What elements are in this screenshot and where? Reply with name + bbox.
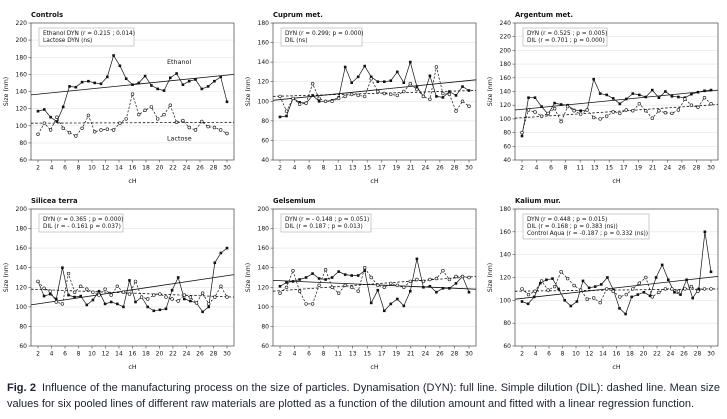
svg-text:DIL (ns): DIL (ns) (285, 38, 308, 44)
svg-text:200: 200 (15, 206, 27, 213)
svg-text:30: 30 (465, 350, 473, 358)
svg-text:8: 8 (560, 350, 565, 358)
svg-text:26: 26 (678, 164, 686, 172)
svg-text:80: 80 (19, 139, 27, 147)
svg-text:28: 28 (692, 164, 701, 172)
svg-text:21: 21 (406, 164, 415, 172)
svg-text:20: 20 (639, 350, 648, 358)
svg-text:15: 15 (363, 164, 372, 172)
svg-text:DIL (r = 0.701 ; p = 0.000): DIL (r = 0.701 ; p = 0.000) (527, 38, 605, 44)
svg-text:4: 4 (292, 164, 297, 172)
svg-text:4: 4 (49, 350, 54, 358)
svg-text:28: 28 (209, 164, 218, 172)
svg-text:6: 6 (549, 164, 554, 172)
svg-text:2: 2 (36, 164, 40, 172)
svg-text:120: 120 (499, 274, 511, 282)
svg-text:2: 2 (36, 350, 40, 358)
svg-text:6: 6 (307, 350, 312, 358)
svg-text:180: 180 (499, 206, 511, 213)
svg-text:200: 200 (499, 47, 511, 55)
svg-text:180: 180 (257, 225, 269, 233)
svg-text:2: 2 (520, 164, 524, 172)
svg-text:4: 4 (533, 350, 538, 358)
svg-text:240: 240 (499, 20, 511, 27)
svg-text:8: 8 (76, 164, 81, 172)
svg-text:4: 4 (49, 164, 54, 172)
svg-text:DIL (r = 0.168 ; p = 0.383 (ns: DIL (r = 0.168 ; p = 0.383 (ns)) (527, 224, 618, 230)
svg-text:30: 30 (465, 164, 473, 172)
svg-text:160: 160 (15, 71, 27, 79)
svg-text:60: 60 (261, 343, 269, 350)
svg-text:80: 80 (261, 117, 269, 125)
svg-text:11: 11 (334, 350, 343, 358)
svg-text:6: 6 (307, 164, 312, 172)
svg-text:cH: cH (370, 364, 379, 371)
svg-text:18: 18 (626, 350, 634, 358)
svg-text:100: 100 (499, 297, 511, 305)
svg-text:30: 30 (223, 350, 231, 358)
svg-text:60: 60 (261, 137, 269, 145)
svg-text:18: 18 (142, 350, 150, 358)
svg-text:Ethanol: Ethanol (167, 58, 192, 67)
svg-text:8: 8 (563, 164, 568, 172)
svg-text:13: 13 (348, 164, 357, 172)
svg-text:160: 160 (499, 74, 511, 82)
svg-text:cH: cH (128, 364, 137, 371)
chart-panel-gelsemium (243, 194, 485, 375)
svg-text:140: 140 (257, 264, 269, 272)
svg-text:Argentum met.: Argentum met. (515, 11, 573, 19)
svg-text:21: 21 (406, 350, 415, 358)
svg-text:19: 19 (634, 164, 643, 172)
svg-text:12: 12 (585, 350, 594, 358)
svg-text:100: 100 (257, 303, 269, 311)
svg-text:Size (nm): Size (nm) (245, 262, 252, 293)
svg-text:200: 200 (257, 206, 269, 213)
svg-text:2: 2 (520, 350, 524, 358)
svg-text:DIL (r = - 0.161 p = 0.037): DIL (r = - 0.161 p = 0.037) (43, 224, 121, 230)
svg-text:140: 140 (499, 251, 511, 259)
svg-text:13: 13 (348, 350, 357, 358)
svg-text:6: 6 (63, 164, 67, 172)
svg-text:17: 17 (619, 164, 628, 172)
svg-text:100: 100 (499, 115, 511, 123)
figure-caption-label: Fig. 2 (7, 382, 36, 394)
svg-text:Gelsemium: Gelsemium (273, 197, 316, 205)
svg-text:8: 8 (76, 350, 81, 358)
svg-text:120: 120 (15, 284, 27, 292)
svg-text:8: 8 (321, 350, 326, 358)
svg-text:17: 17 (377, 164, 386, 172)
svg-text:18: 18 (142, 164, 150, 172)
svg-text:24: 24 (182, 164, 191, 172)
svg-text:Size (nm): Size (nm) (3, 262, 10, 293)
svg-text:28: 28 (693, 350, 702, 358)
svg-text:40: 40 (261, 157, 269, 164)
svg-text:22: 22 (653, 350, 661, 358)
svg-text:21: 21 (648, 164, 657, 172)
svg-text:180: 180 (15, 225, 27, 233)
svg-text:26: 26 (436, 164, 444, 172)
svg-text:100: 100 (257, 98, 269, 106)
svg-text:220: 220 (499, 33, 511, 41)
svg-text:22: 22 (169, 350, 177, 358)
svg-text:14: 14 (115, 350, 123, 358)
svg-text:120: 120 (15, 105, 27, 113)
svg-text:17: 17 (377, 350, 386, 358)
svg-text:10: 10 (88, 164, 96, 172)
chart-panel-controls (1, 8, 243, 189)
svg-text:10: 10 (88, 350, 96, 358)
svg-text:16: 16 (612, 350, 621, 358)
svg-text:Size (nm): Size (nm) (3, 76, 10, 107)
svg-text:6: 6 (63, 350, 67, 358)
svg-text:80: 80 (261, 323, 269, 331)
svg-text:11: 11 (334, 164, 343, 172)
svg-text:DYN (r = 0.448 ; p = 0.015): DYN (r = 0.448 ; p = 0.015) (527, 217, 608, 223)
svg-text:19: 19 (392, 350, 401, 358)
svg-text:13: 13 (590, 164, 599, 172)
svg-text:11: 11 (576, 164, 585, 172)
chart-panel-kalium-mur (485, 194, 727, 375)
svg-text:cH: cH (128, 178, 137, 185)
svg-text:cH: cH (370, 178, 379, 185)
svg-text:Controls: Controls (31, 11, 64, 19)
svg-text:Lactose: Lactose (167, 134, 192, 143)
svg-text:19: 19 (392, 164, 401, 172)
svg-text:DYN (r = - 0.148 ; p = 0.051): DYN (r = - 0.148 ; p = 0.051) (285, 217, 370, 223)
svg-text:24: 24 (666, 350, 675, 358)
svg-text:28: 28 (209, 350, 218, 358)
svg-text:120: 120 (499, 102, 511, 110)
svg-text:26: 26 (680, 350, 688, 358)
svg-text:60: 60 (503, 143, 511, 151)
svg-text:DYN (r = 0.365 ; p = 0.000): DYN (r = 0.365 ; p = 0.000) (43, 217, 124, 223)
svg-text:24: 24 (182, 350, 191, 358)
svg-text:16: 16 (128, 164, 137, 172)
svg-text:15: 15 (363, 350, 372, 358)
svg-text:80: 80 (503, 320, 511, 328)
svg-text:140: 140 (499, 88, 511, 96)
svg-text:8: 8 (321, 164, 326, 172)
svg-text:16: 16 (128, 350, 137, 358)
svg-text:180: 180 (499, 61, 511, 69)
svg-text:15: 15 (605, 164, 614, 172)
chart-panel-cuprum-met (243, 8, 485, 189)
svg-text:160: 160 (257, 245, 269, 253)
svg-text:120: 120 (257, 284, 269, 292)
figure-caption-text: Influence of the manufacturing process on the size of particles. Dynamisation (DYN): full line. Simple dilution (DIL): dashed line. Mean size values for six pooled lines of different raw materials are plotted as a function of the dilution amount and fitted with a linear regression function. (7, 382, 720, 410)
svg-text:220: 220 (15, 20, 27, 27)
svg-text:140: 140 (15, 88, 27, 96)
svg-text:140: 140 (15, 264, 27, 272)
svg-text:cH: cH (612, 364, 621, 371)
svg-text:Size (nm): Size (nm) (487, 76, 494, 107)
figure-caption (7, 381, 720, 412)
svg-text:Lactose DYN (ns): Lactose DYN (ns) (43, 38, 93, 44)
svg-text:14: 14 (599, 350, 607, 358)
svg-text:14: 14 (115, 164, 123, 172)
svg-text:Cuprum met.: Cuprum met. (273, 11, 323, 19)
svg-text:24: 24 (421, 164, 430, 172)
svg-text:30: 30 (223, 164, 231, 172)
svg-text:80: 80 (503, 129, 511, 137)
chart-grid (1, 8, 726, 375)
svg-text:26: 26 (196, 164, 204, 172)
svg-text:4: 4 (534, 164, 539, 172)
svg-text:30: 30 (707, 350, 715, 358)
svg-text:26: 26 (196, 350, 204, 358)
svg-text:26: 26 (436, 350, 444, 358)
svg-text:60: 60 (19, 343, 27, 350)
svg-text:20: 20 (155, 350, 164, 358)
svg-text:160: 160 (499, 228, 511, 236)
svg-text:160: 160 (257, 39, 269, 47)
svg-text:100: 100 (15, 303, 27, 311)
svg-text:100: 100 (15, 122, 27, 130)
svg-text:Kalium mur.: Kalium mur. (515, 197, 561, 205)
svg-text:4: 4 (292, 350, 297, 358)
svg-text:2: 2 (278, 350, 282, 358)
svg-text:12: 12 (101, 164, 110, 172)
chart-panel-silicea-terra (1, 194, 243, 375)
svg-text:Control Aqua (r = -0.187 ; p =: Control Aqua (r = -0.187 ; p = 0.332 (ns)) (527, 231, 649, 237)
svg-text:60: 60 (19, 157, 27, 164)
svg-text:Size (nm): Size (nm) (245, 76, 252, 107)
svg-text:DYN (r = 0.525 ; p = 0.005): DYN (r = 0.525 ; p = 0.005) (527, 31, 608, 37)
svg-text:2: 2 (278, 164, 282, 172)
svg-text:60: 60 (503, 343, 511, 350)
svg-text:24: 24 (421, 350, 430, 358)
svg-text:180: 180 (257, 20, 269, 27)
svg-text:Size (nm): Size (nm) (487, 262, 494, 293)
svg-text:28: 28 (450, 350, 459, 358)
svg-text:80: 80 (19, 323, 27, 331)
svg-text:22: 22 (169, 164, 177, 172)
svg-text:28: 28 (450, 164, 459, 172)
svg-text:160: 160 (15, 245, 27, 253)
svg-text:Ethanol DYN (r = 0.215 ; 0.014: Ethanol DYN (r = 0.215 ; 0.014) (43, 31, 135, 37)
svg-text:12: 12 (101, 350, 110, 358)
svg-text:20: 20 (155, 164, 164, 172)
svg-text:40: 40 (503, 157, 511, 164)
svg-text:200: 200 (15, 37, 27, 45)
svg-text:24: 24 (663, 164, 672, 172)
svg-text:DYN (r = 0.299; p = 0.000): DYN (r = 0.299; p = 0.000) (285, 31, 364, 37)
svg-text:140: 140 (257, 59, 269, 67)
svg-text:cH: cH (612, 178, 621, 185)
svg-text:120: 120 (257, 78, 269, 86)
svg-text:30: 30 (707, 164, 715, 172)
svg-text:180: 180 (15, 54, 27, 62)
svg-text:DIL (r = 0.187 ; p = 0.013): DIL (r = 0.187 ; p = 0.013) (285, 224, 363, 230)
svg-text:10: 10 (572, 350, 580, 358)
chart-panel-argentum-met (485, 8, 727, 189)
svg-text:6: 6 (547, 350, 551, 358)
svg-text:Silicea terra: Silicea terra (31, 197, 78, 205)
